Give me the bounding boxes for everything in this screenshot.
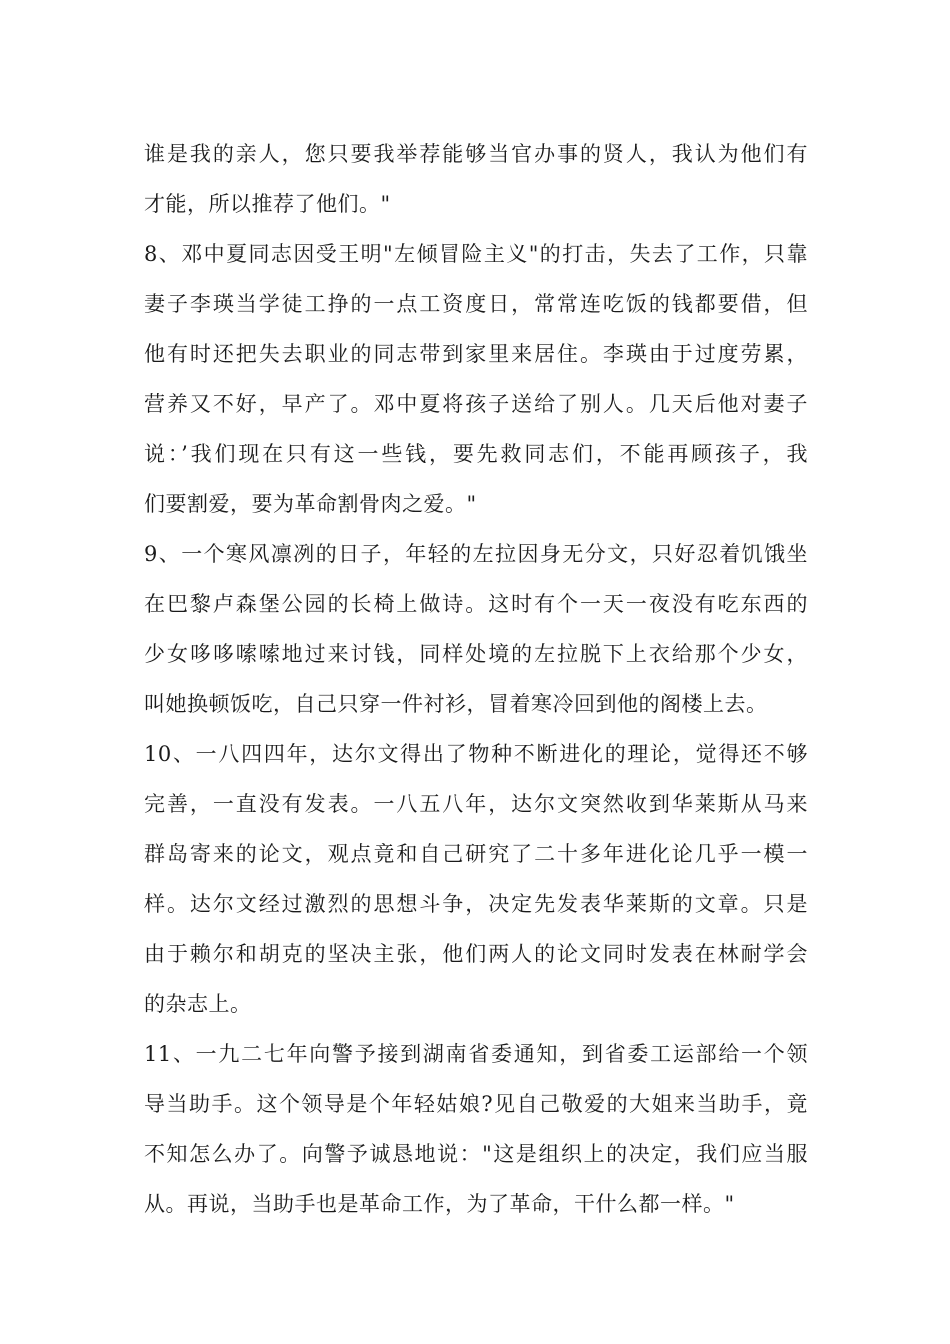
text-line: 样。达尔文经过激烈的思想斗争，决定先发表华莱斯的文章。只是 xyxy=(144,892,808,916)
text-line: 谁是我的亲人，您只要我举荐能够当官办事的贤人，我认为他们有 xyxy=(144,142,808,166)
text-line: 完善，一直没有发表。一八五八年，达尔文突然收到华莱斯从马来 xyxy=(144,792,808,816)
text-line: 说：’我们现在只有这一些钱，要先救同志们，不能再顾孩子，我 xyxy=(144,442,808,466)
text-line: 8、邓中夏同志因受王明"左倾冒险主义"的打击，失去了工作，只靠 xyxy=(144,242,808,266)
text-line: 9、一个寒风凛冽的日子，年轻的左拉因身无分文，只好忍着饥饿坐 xyxy=(144,542,808,566)
document-body xyxy=(144,135,808,1235)
text-line: 叫她换顿饭吃，自己只穿一件衬衫，冒着寒冷回到他的阁楼上去。 xyxy=(144,692,768,716)
text-line: 由于赖尔和胡克的坚决主张，他们两人的论文同时发表在林耐学会 xyxy=(144,942,808,966)
text-line: 不知怎么办了。向警予诚恳地说："这是组织上的决定，我们应当服 xyxy=(144,1142,808,1166)
text-line: 才能，所以推荐了他们。" xyxy=(144,192,391,216)
text-line: 10、一八四四年，达尔文得出了物种不断进化的理论，觉得还不够 xyxy=(144,742,808,766)
text-line: 群岛寄来的论文，观点竟和自己研究了二十多年进化论几乎一模一 xyxy=(144,842,808,866)
text-line: 11、一九二七年向警予接到湖南省委通知，到省委工运部给一个领 xyxy=(144,1042,808,1066)
paragraph-item-9 xyxy=(144,535,808,723)
text-line: 们要割爱，要为革命割骨肉之爱。" xyxy=(144,492,477,516)
paragraph-continuation xyxy=(144,135,808,223)
text-line: 少女哆哆嗦嗦地过来讨钱，同样处境的左拉脱下上衣给那个少女， xyxy=(144,642,808,666)
text-line: 导当助手。这个领导是个年轻姑娘?见自己敬爱的大姐来当助手，竟 xyxy=(144,1092,808,1116)
text-line: 营养又不好，早产了。邓中夏将孩子送给了别人。几天后他对妻子 xyxy=(144,392,808,416)
text-line: 从。再说，当助手也是革命工作，为了革命，干什么都一样。" xyxy=(144,1192,735,1216)
text-line: 的杂志上。 xyxy=(144,992,252,1016)
text-line: 妻子李瑛当学徒工挣的一点工资度日，常常连吃饭的钱都要借，但 xyxy=(144,292,808,316)
paragraph-item-11 xyxy=(144,1035,808,1223)
text-line: 他有时还把失去职业的同志带到家里来居住。李瑛由于过度劳累， xyxy=(144,342,808,366)
text-line: 在巴黎卢森堡公园的长椅上做诗。这时有个一天一夜没有吃东西的 xyxy=(144,592,808,616)
paragraph-item-8 xyxy=(144,235,808,523)
paragraph-item-10 xyxy=(144,735,808,1023)
